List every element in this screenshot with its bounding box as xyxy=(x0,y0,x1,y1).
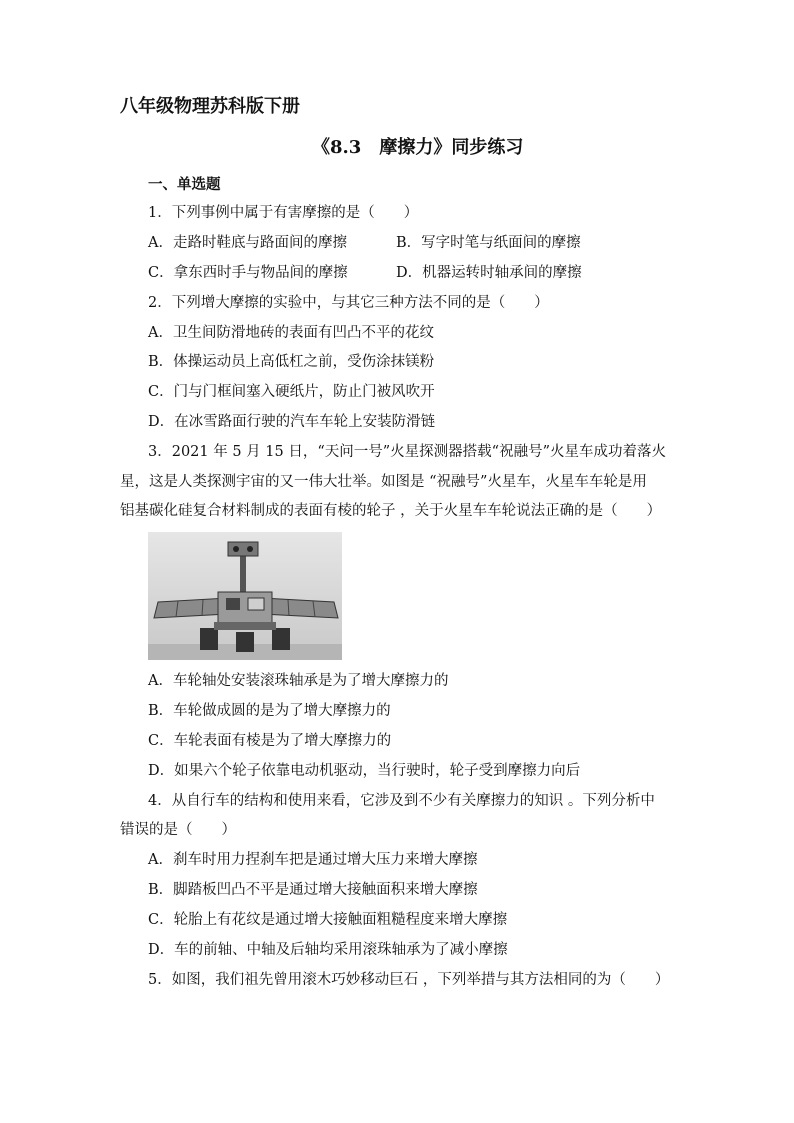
q3-stem-line1: 3．2021 年 5 月 15 日，“天问一号”火星探测器搭载“祝融号”火星车成功着落火 xyxy=(148,444,666,460)
q4-option-c: C．轮胎上有花纹是通过增大接触面粗糙程度来增大摩擦 xyxy=(148,912,508,928)
q1-option-b: B．写字时笔与纸面间的摩擦 xyxy=(396,235,581,251)
q2-option-c: C．门与门框间塞入硬纸片，防止门被风吹开 xyxy=(148,384,435,400)
q1-option-d: D．机器运转时轴承间的摩擦 xyxy=(396,265,582,281)
q2-option-a: A．卫生间防滑地砖的表面有凹凸不平的花纹 xyxy=(148,325,434,341)
mars-rover-photo xyxy=(148,532,342,660)
q3-stem-line3: 铝基碳化硅复合材料制成的表面有棱的轮子 ，关于火星车车轮说法正确的是（ ） xyxy=(120,503,662,519)
q4-option-a: A．刹车时用力捏刹车把是通过增大压力来增大摩擦 xyxy=(148,852,478,868)
q3-option-c: C．车轮表面有棱是为了增大摩擦力的 xyxy=(148,733,392,749)
q3-option-d: D．如果六个轮子依靠电动机驱动，当行驶时，轮子受到摩擦力向后 xyxy=(148,763,581,779)
q2-stem: 2．下列增大摩擦的实验中，与其它三种方法不同的是（ ） xyxy=(148,295,549,311)
q4-stem-line1: 4．从自行车的结构和使用来看，它涉及到不少有关摩擦力的知识 。下列分析中 xyxy=(148,793,655,809)
q3-option-b: B．车轮做成圆的是为了增大摩擦力的 xyxy=(148,703,391,719)
q2-option-d: D．在冰雪路面行驶的汽车车轮上安装防滑链 xyxy=(148,414,436,430)
q1-option-a: A．走路时鞋底与路面间的摩擦 xyxy=(148,235,347,251)
q1-option-c: C．拿东西时手与物品间的摩擦 xyxy=(148,265,348,281)
q4-option-d: D．车的前轴、中轴及后轴均采用滚珠轴承为了减小摩擦 xyxy=(148,942,508,958)
q4-option-b: B．脚踏板凹凸不平是通过增大接触面积来增大摩擦 xyxy=(148,882,478,898)
q3-stem-line2: 星，这是人类探测宇宙的又一伟大壮举。如图是 “祝融号”火星车，火星车车轮是用 xyxy=(120,474,647,490)
q5-stem: 5．如图，我们祖先曾用滚木巧妙移动巨石 ，下列举措与其方法相同的为（ ） xyxy=(148,972,670,988)
q2-option-b: B．体操运动员上高低杠之前，受伤涂抹镁粉 xyxy=(148,354,435,370)
page-title: 《8.3 摩擦力》同步练习 xyxy=(312,137,524,158)
q4-stem-line2: 错误的是（ ） xyxy=(120,822,236,838)
q1-stem: 1．下列事例中属于有害摩擦的是（ ） xyxy=(148,205,419,221)
q3-option-a: A．车轮轴处安装滚珠轴承是为了增大摩擦力的 xyxy=(148,673,449,689)
section-heading: 一、单选题 xyxy=(148,176,221,193)
book-header: 八年级物理苏科版下册 xyxy=(120,96,300,117)
